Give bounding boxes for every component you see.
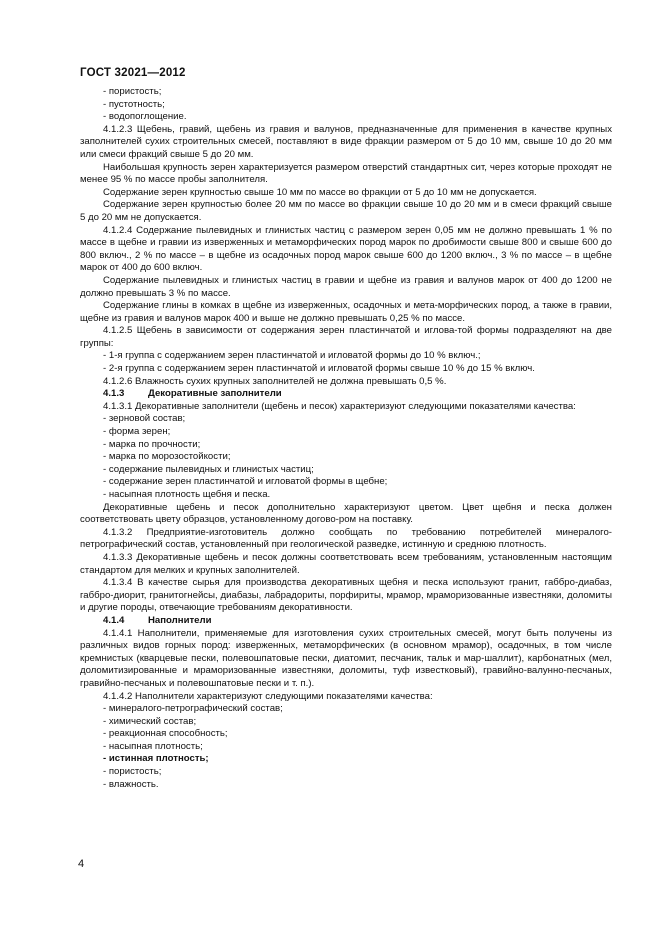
list-item: - содержание зерен пластинчатой и игловатой формы в щебне; xyxy=(103,476,388,488)
paragraph: 4.1.3.4 В качестве сырья для производства декоративных щебня и песка используют гранит, габбро-диабаз, габбро-диорит, гранитогнейсы, диабазы, лабрадориты, порфириты, мрамор, мраморизованные известняки, доломиты и другие породы, отвечающие требованиям декоративности. xyxy=(80,577,612,614)
list-item: - пористость; xyxy=(103,766,162,778)
section-heading xyxy=(80,615,612,628)
paragraph: Содержание глины в комках в щебне из изверженных, осадочных и мета-морфических пород, а также в гравии, щебне из гравия и валунов марок 400 и выше не должно превышать 0,25 % по массе. xyxy=(80,300,612,324)
list-item: - водопоглощение. xyxy=(103,111,187,123)
section-number: 4.1.4 xyxy=(103,614,125,626)
paragraph: 4.1.2.5 Щебень в зависимости от содержания зерен пластинчатой и иглова-той формы подразделяют на две группы: xyxy=(80,325,612,349)
list-item: - марка по прочности; xyxy=(103,438,201,450)
paragraph: Содержание зерен крупностью свыше 10 мм по массе во фракции от 5 до 10 мм не допускается. xyxy=(103,186,537,198)
paragraph: Содержание зерен крупностью более 20 мм по массе во фракции свыше 10 до 20 мм и в смеси фракций свыше 5 до 20 мм не допускается. xyxy=(80,199,612,223)
section-number: 4.1.3 xyxy=(103,388,125,400)
list-item: - истинная плотность; xyxy=(103,753,209,765)
list-item: - насыпная плотность; xyxy=(103,740,203,752)
paragraph: 4.1.4.1 Наполнители, применяемые для изготовления сухих строительных смесей, могут быть получены из различных видов горных пород: изверженных, метаморфических (в основном мрамор), осадочных, в том числе кремнистых (кварцевые пески, полевошпатовые пески, диатомит, песчаник, тальк и мар-шаллит), карбонатных (мел, доломитизированные и мраморизованные известняки, доломиты, туф известковый), гравийно-валунно-песчаных, гравийно-песчаных и полевошпатовые пески и т. п.). xyxy=(80,627,612,689)
section-title: Наполнители xyxy=(148,614,212,626)
list-item: - пористость; xyxy=(103,86,162,97)
section-title: Декоративные заполнители xyxy=(148,388,282,400)
list-item: - пустотность; xyxy=(103,98,165,110)
list-item: - 2-я группа с содержанием зерен пластинчатой и игловатой формы свыше 10 % до 15 % включ. xyxy=(103,363,535,375)
paragraph: 4.1.2.6 Влажность сухих крупных заполнителей не должна превышать 0,5 %. xyxy=(103,375,447,387)
list-item: - химический состав; xyxy=(103,715,197,727)
list-item: - влажность. xyxy=(103,778,159,790)
paragraph: Наибольшая крупность зерен характеризуется размером отверстий стандартных сит, через которые проходят не менее 95 % по массе пробы заполнителя. xyxy=(80,161,612,186)
list-item: - марка по морозостойкости; xyxy=(103,451,231,463)
document-body xyxy=(80,86,612,791)
paragraph: 4.1.4.2 Наполнители характеризуют следующими показателями качества: xyxy=(103,690,433,702)
paragraph: 4.1.3.2 Предприятие-изготовитель должно сообщать по требованию потребителей минералого-петрографический состав, установленный при геологической разведке, истинную и среднюю плотность. xyxy=(80,526,612,551)
paragraph: Содержание пылевидных и глинистых частиц в гравии и щебне из гравия и валунов марок от 400 до 1200 не должно превышать 3 % по массе. xyxy=(80,274,612,299)
paragraph: Декоративные щебень и песок дополнительно характеризуют цветом. Цвет щебня и песка должен соответствовать цвету образцов, установленному догово-ром на поставку. xyxy=(80,501,612,526)
list-item: - реакционная способность; xyxy=(103,728,228,740)
list-item: - 1-я группа с содержанием зерен пластинчатой и игловатой формы до 10 % включ.; xyxy=(103,350,481,362)
list-item: - содержание пылевидных и глинистых частиц; xyxy=(103,463,314,475)
list-item: - зерновой состав; xyxy=(103,413,186,425)
document-header: ГОСТ 32021—2012 xyxy=(80,67,186,79)
paragraph: 4.1.3.1 Декоративные заполнители (щебень и песок) характеризуют следующими показателями качества: xyxy=(103,400,576,412)
paragraph: 4.1.2.3 Щебень, гравий, щебень из гравия и валунов, предназначенные для применения в качестве крупных заполнителей сухих строительных смесей, поставляют в виде фракции размером от 5 до 10 мм, свыше 10 до 20 мм или смеси фракций свыше 5 до 20 мм. xyxy=(80,123,612,160)
paragraph: 4.1.3.3 Декоративные щебень и песок должны соответствовать всем требованиям, установленным настоящим стандартом для мелких и крупных заполнителей. xyxy=(80,551,612,576)
list-item: - форма зерен; xyxy=(103,426,171,438)
list-item: - насыпная плотность щебня и песка. xyxy=(103,489,271,500)
section-heading xyxy=(80,388,612,401)
paragraph: 4.1.2.4 Содержание пылевидных и глинистых частиц с размером зерен 0,05 мм не должно превышать 1 % по массе в щебне и гравии из изверженных и метаморфических пород марок по дробимости свыше 800 и свыше 600 до 800 включ., 2 % по массе – в щебне из осадочных пород марок свыше 600 до 1200 включ., 3 % по массе – в щебне марок от 400 до 600 включ. xyxy=(80,224,612,274)
page-number: 4 xyxy=(78,858,85,870)
list-item: - минералого-петрографический состав; xyxy=(103,703,283,715)
